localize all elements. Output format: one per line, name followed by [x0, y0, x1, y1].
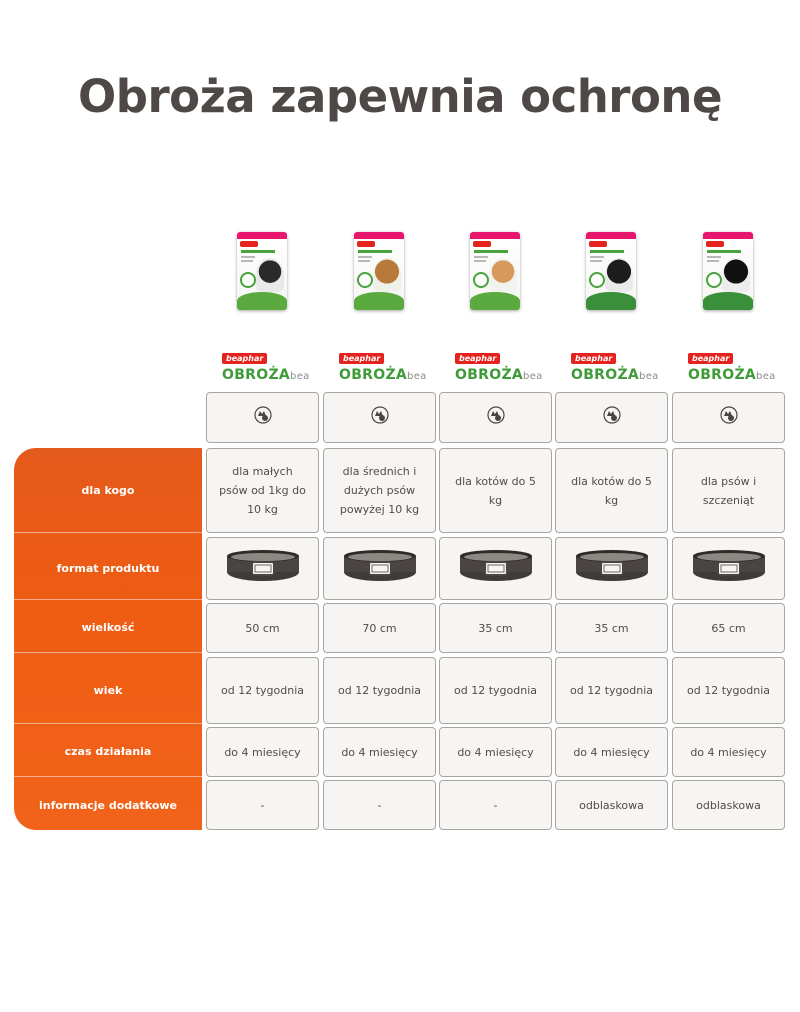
cell-dla-kogo: dla kotów do 5 kg — [439, 448, 552, 533]
product-name: OBROŻAbea — [571, 367, 659, 383]
product-name: OBROŻAbea — [222, 367, 310, 383]
product-name: OBROŻAbea — [688, 367, 776, 383]
brand-tag: beaphar — [339, 353, 384, 364]
cell-czas: do 4 miesięcy — [323, 727, 436, 777]
cell-info: - — [206, 780, 319, 830]
cell-wielkosc: 50 cm — [206, 603, 319, 653]
product-package-image — [703, 232, 753, 310]
collar-icon — [224, 548, 302, 590]
cell-wiek: od 12 tygodnia — [439, 657, 552, 724]
cell-format — [439, 537, 552, 600]
cell-czas: do 4 miesięcy — [206, 727, 319, 777]
cell-wielkosc: 70 cm — [323, 603, 436, 653]
animal-type-cell — [323, 392, 436, 443]
collar-icon — [690, 548, 768, 590]
cell-info: - — [323, 780, 436, 830]
page-title: Obroża zapewnia ochronę — [78, 70, 722, 123]
product-logo — [571, 346, 671, 383]
animal-type-cell — [672, 392, 785, 443]
cell-info: odblaskowa — [672, 780, 785, 830]
cell-dla-kogo: dla kotów do 5 kg — [555, 448, 668, 533]
brand-tag: beaphar — [688, 353, 733, 364]
cell-info: - — [439, 780, 552, 830]
row-header-dla-kogo: dla kogo — [14, 448, 202, 533]
row-header-wiek: wiek — [14, 657, 202, 724]
product-logo — [222, 346, 322, 383]
product-package-image — [470, 232, 520, 310]
product-logo — [688, 346, 788, 383]
animal-type-cell — [555, 392, 668, 443]
dog-cat-icon — [487, 406, 505, 430]
cell-format — [206, 537, 319, 600]
cell-wiek: od 12 tygodnia — [323, 657, 436, 724]
cell-wiek: od 12 tygodnia — [206, 657, 319, 724]
collar-icon — [573, 548, 651, 590]
product-logo — [339, 346, 439, 383]
product-logo — [455, 346, 555, 383]
animal-type-cell — [439, 392, 552, 443]
cell-czas: do 4 miesięcy — [555, 727, 668, 777]
row-header-info: informacje dodatkowe — [38, 798, 178, 812]
cell-format — [555, 537, 668, 600]
collar-icon — [341, 548, 419, 590]
row-header-wielkosc: wielkość — [14, 603, 202, 653]
row-header-format: format produktu — [14, 537, 202, 600]
product-package-image — [354, 232, 404, 310]
cell-wiek: od 12 tygodnia — [555, 657, 668, 724]
cell-wielkosc: 65 cm — [672, 603, 785, 653]
cell-info: odblaskowa — [555, 780, 668, 830]
dog-cat-icon — [720, 406, 738, 430]
cell-czas: do 4 miesięcy — [439, 727, 552, 777]
cell-format — [323, 537, 436, 600]
product-package-image — [586, 232, 636, 310]
brand-tag: beaphar — [571, 353, 616, 364]
cell-wielkosc: 35 cm — [439, 603, 552, 653]
brand-tag: beaphar — [222, 353, 267, 364]
collar-icon — [457, 548, 535, 590]
cell-format — [672, 537, 785, 600]
product-name: OBROŻAbea — [339, 367, 427, 383]
row-header-czas: czas działania — [14, 727, 202, 777]
cell-dla-kogo: dla psów i szczeniąt — [672, 448, 785, 533]
animal-type-cell — [206, 392, 319, 443]
dog-cat-icon — [254, 406, 272, 430]
cell-dla-kogo: dla średnich i dużych psów powyżej 10 kg — [323, 448, 436, 533]
brand-tag: beaphar — [455, 353, 500, 364]
dog-cat-icon — [371, 406, 389, 430]
cell-czas: do 4 miesięcy — [672, 727, 785, 777]
cell-wiek: od 12 tygodnia — [672, 657, 785, 724]
cell-dla-kogo: dla małych psów od 1kg do 10 kg — [206, 448, 319, 533]
product-name: OBROŻAbea — [455, 367, 543, 383]
dog-cat-icon — [603, 406, 621, 430]
cell-wielkosc: 35 cm — [555, 603, 668, 653]
product-package-image — [237, 232, 287, 310]
